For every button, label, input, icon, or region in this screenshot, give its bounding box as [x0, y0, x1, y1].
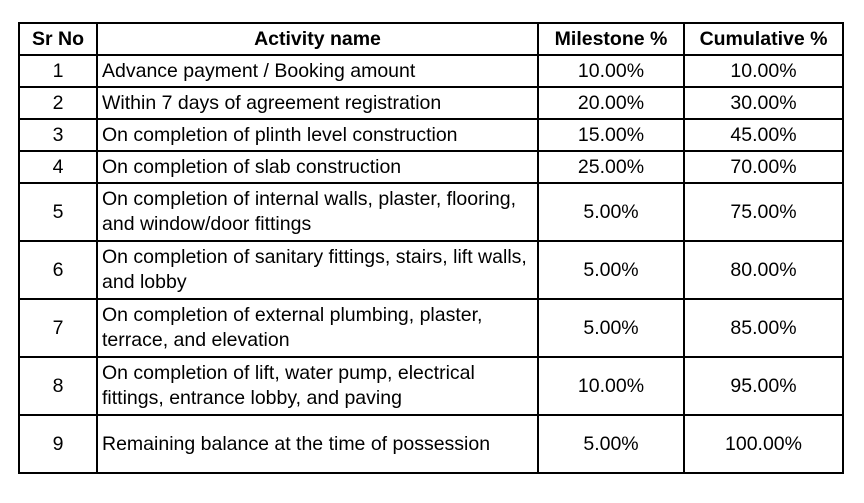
milestone-cell: 5.00% [538, 241, 684, 299]
table-row [19, 119, 843, 151]
header-activity-name: Activity name [97, 23, 538, 55]
milestone-cell: 5.00% [538, 299, 684, 357]
sr-no-cell: 3 [19, 119, 97, 151]
activity-cell: Within 7 days of agreement registration [97, 87, 538, 119]
header-sr-no: Sr No [19, 23, 97, 55]
milestone-cell: 10.00% [538, 357, 684, 415]
milestone-cell: 10.00% [538, 55, 684, 87]
table-row [19, 357, 843, 415]
payment-schedule-table [18, 22, 844, 474]
cumulative-cell: 95.00% [684, 357, 843, 415]
cumulative-cell: 85.00% [684, 299, 843, 357]
activity-cell: On completion of external plumbing, plaster, terrace, and elevation [97, 299, 538, 357]
activity-cell: Advance payment / Booking amount [97, 55, 538, 87]
sr-no-cell: 1 [19, 55, 97, 87]
activity-cell: On completion of sanitary fittings, stairs, lift walls, and lobby [97, 241, 538, 299]
activity-cell: On completion of internal walls, plaster, flooring, and window/door fittings [97, 183, 538, 241]
table-row [19, 241, 843, 299]
cumulative-cell: 45.00% [684, 119, 843, 151]
table-header [19, 23, 843, 55]
table-body [19, 55, 843, 473]
sr-no-cell: 5 [19, 183, 97, 241]
milestone-cell: 5.00% [538, 183, 684, 241]
milestone-cell: 15.00% [538, 119, 684, 151]
activity-cell: Remaining balance at the time of possession [97, 415, 538, 473]
table-row [19, 415, 843, 473]
header-row [19, 23, 843, 55]
cumulative-cell: 70.00% [684, 151, 843, 183]
table-row [19, 151, 843, 183]
cumulative-cell: 100.00% [684, 415, 843, 473]
sr-no-cell: 6 [19, 241, 97, 299]
table-row [19, 55, 843, 87]
table-row [19, 183, 843, 241]
cumulative-cell: 80.00% [684, 241, 843, 299]
sr-no-cell: 7 [19, 299, 97, 357]
sr-no-cell: 2 [19, 87, 97, 119]
milestone-cell: 20.00% [538, 87, 684, 119]
cumulative-cell: 75.00% [684, 183, 843, 241]
activity-cell: On completion of plinth level construction [97, 119, 538, 151]
header-milestone-percent: Milestone % [538, 23, 684, 55]
sr-no-cell: 8 [19, 357, 97, 415]
cumulative-cell: 30.00% [684, 87, 843, 119]
activity-cell: On completion of lift, water pump, electrical fittings, entrance lobby, and paving [97, 357, 538, 415]
table-row [19, 299, 843, 357]
activity-cell: On completion of slab construction [97, 151, 538, 183]
cumulative-cell: 10.00% [684, 55, 843, 87]
sr-no-cell: 4 [19, 151, 97, 183]
milestone-cell: 25.00% [538, 151, 684, 183]
sr-no-cell: 9 [19, 415, 97, 473]
header-cumulative-percent: Cumulative % [684, 23, 843, 55]
milestone-cell: 5.00% [538, 415, 684, 473]
table-row [19, 87, 843, 119]
